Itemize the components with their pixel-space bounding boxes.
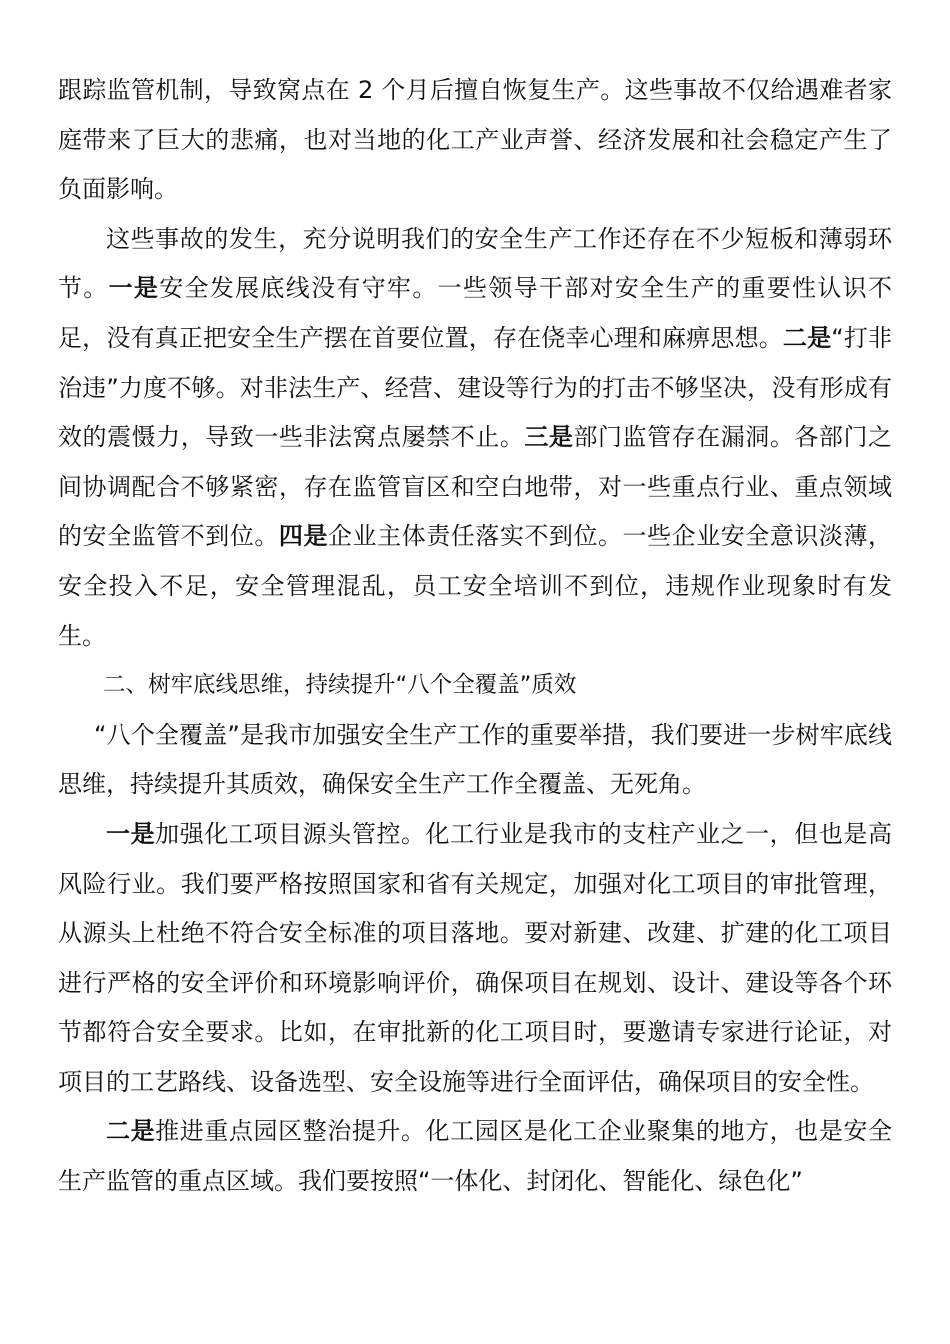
section-heading [58,661,892,711]
paragraph-text: 企业主体责任落实不到位。一些企业安全意识淡薄，安全投入不足，安全管理混乱，员工安全培训不到位，违规作业现象时有发生。 [58,522,893,650]
bold-marker-one: 一是 [106,819,156,848]
paragraph-shortcomings [58,215,892,661]
bold-marker-three: 三是 [524,423,574,452]
bold-marker-two: 二是 [782,323,832,352]
paragraph-text: 加强化工项目源头管控。化工行业是我市的支柱产业之一，但也是高风险行业。我们要严格按照国家和省有关规定，加强对化工项目的审批管理，从源头上杜绝不符合安全标准的项目落地。要对新建、改建、扩建的化工项目进行严格的安全评价和环境影响评价，确保项目在规划、设计、建设等各个环节都符合安全要求。比如，在审批新的化工项目时，要邀请专家进行论证，对项目的工艺路线、设备选型、安全设施等进行全面评估，确保项目的安全性。 [58,819,893,1096]
paragraph-text: “打非治违”力度不够。对非法生产、经营、建设等行为的打击不够坚决，没有形成有效的震慑力，导致一些非法窝点屡禁不止。 [58,323,892,452]
paragraph-text: 推进重点园区整治提升。化工园区是化工企业聚集的地方，也是安全生产监管的重点区域。我们要按照“一体化、封闭化、智能化、绿色化” [58,1117,893,1196]
paragraph-text: 这些事故的发生，充分说明我们的安全生产工作还存在不少短板和薄弱环节。 [58,224,892,303]
bold-marker-two: 二是 [106,1117,156,1146]
section-heading-text: 二、树牢底线思维，持续提升“八个全覆盖”质效 [103,672,577,699]
paragraph-text: 跟踪监管机制，导致窝点在 2 个月后擅自恢复生产。这些事故不仅给遇难者家庭带来了巨大的悲痛，也对当地的化工产业声誉、经济发展和社会稳定产生了负面影响。 [58,76,892,204]
paragraph-continuation [58,66,892,215]
bold-marker-one: 一是 [108,274,160,303]
paragraph-text: 部门监管存在漏洞。各部门之间协调配合不够紧密，存在监管盲区和空白地带，对一些重点行业、重点领域的安全监管不到位。 [58,423,893,551]
bold-marker-four: 四是 [278,522,329,551]
document-page [58,66,892,1207]
paragraph-chemical-projects [58,810,892,1108]
paragraph-industrial-parks [58,1107,892,1206]
paragraph-text: “八个全覆盖”是我市加强安全生产工作的重要举措，我们要进一步树牢底线思维，持续提升其质效，确保安全生产工作全覆盖、无死角。 [58,720,892,799]
paragraph-eight-coverage [58,711,892,810]
paragraph-text: 安全发展底线没有守牢。一些领导干部对安全生产的重要性认识不足，没有真正把安全生产摆在首要位置，存在侥幸心理和麻痹思想。 [58,274,892,352]
